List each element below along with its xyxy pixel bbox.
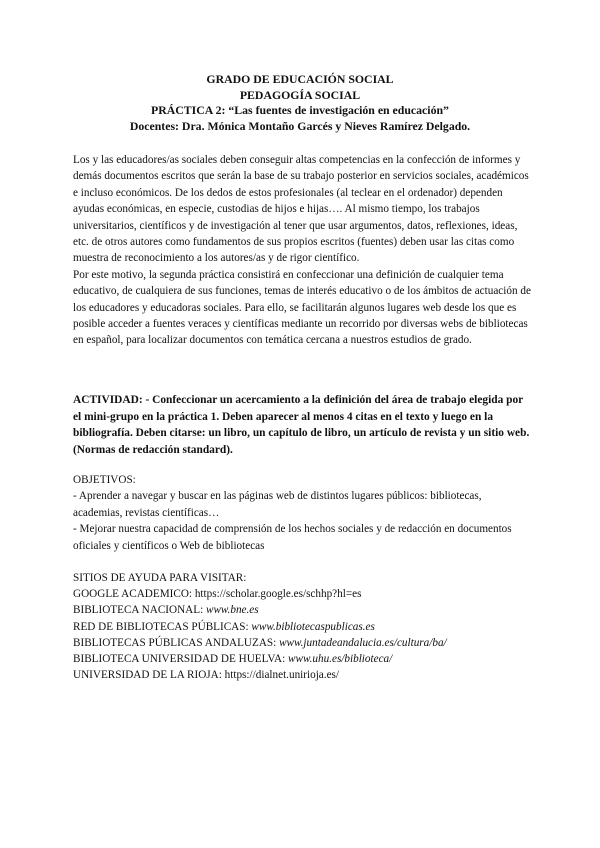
intro-section (73, 152, 533, 349)
site-item (73, 635, 533, 651)
teachers-line: Docentes: Dra. Mónica Montaño Garcés y Nieves Ramírez Delgado. (129, 118, 471, 133)
site-label: UNIVERSIDAD DE LA RIOJA: (73, 669, 225, 682)
sites-list (73, 586, 533, 683)
site-item (73, 651, 533, 667)
site-item (73, 602, 533, 618)
objectives-section (73, 472, 533, 554)
site-label: GOOGLE ACADEMICO: (73, 588, 195, 601)
site-url-link[interactable]: https://scholar.google.es/schhp?hl=es (194, 588, 362, 601)
site-label: BIBLIOTECA UNIVERSIDAD DE HUELVA: (73, 653, 289, 666)
degree-title: GRADO DE EDUCACIÓN SOCIAL (206, 72, 394, 86)
site-item (73, 667, 533, 683)
site-url-link[interactable]: https://dialnet.unirioja.es/ (224, 669, 340, 682)
document-header (0, 72, 600, 134)
practice-title: PRÁCTICA 2: “Las fuentes de investigación en educación” (151, 103, 449, 117)
activity-section (73, 392, 533, 458)
sites-heading: SITIOS DE AYUDA PARA VISITAR: (73, 572, 247, 584)
site-url-link[interactable]: www.juntadeandalucia.es/cultura/ba/ (279, 636, 447, 649)
site-url-link[interactable]: www.bibliotecaspublicas.es (251, 620, 375, 633)
course-title: PEDAGOGÍA SOCIAL (239, 87, 361, 102)
site-url-link[interactable]: www.uhu.es/biblioteca/ (288, 653, 393, 666)
objectives-heading: OBJETIVOS: (73, 474, 136, 486)
objective-item-1: - Aprender a navegar y buscar en las páginas web de distintos lugares públicos: bibliotecas, academias, revistas científicas… (73, 490, 482, 519)
objective-item-2: - Mejorar nuestra capacidad de comprensión de los hechos sociales y de redacción en documentos oficiales y científicos o Web de bibliotecas (73, 523, 512, 552)
site-label: BIBLIOTECAS PÚBLICAS ANDALUZAS: (73, 636, 280, 649)
sites-section (73, 570, 533, 683)
intro-paragraph-1: Los y las educadores/as sociales deben conseguir altas competencias en la confección de informes y demás documentos escritos que serán la base de su trabajo posterior en servicios sociales, académicos e incluso económicos. De los dedos de estos profesionales (al teclear en el ordenador) dependen ayudas económicas, en especie, custodias de hijos e hijas…. Al mismo tiempo, los trabajos universitarios, científicos y de investigación al tener que usar argumentos, datos, reflexiones, ideas, etc. de otros autores como fundamentos de sus propios escritos (fuentes) deben usar las citas como muestra de reconocimiento a los autores/as y de rigor científico. (73, 154, 529, 265)
intro-paragraph-2: Por este motivo, la segunda práctica consistirá en confeccionar una definición de cualquier tema educativo, de cualquiera de sus funciones, temas de interés educativo o de los ámbitos de actuación de los educadores y educadoras sociales. Para ello, se facilitarán algunos lugares web desde los que es posible acceder a fuentes veraces y científicas mediante un recorrido por diversas webs de bibliotecas en español, para localizar documentos con temática cercana a nuestros estudios de grado. (73, 268, 531, 347)
site-url-link[interactable]: www.bne.es (206, 604, 259, 617)
activity-text: ACTIVIDAD: - Confeccionar un acercamiento a la definición del área de trabajo elegida por el mini-grupo en la práctica 1. Deben aparecer al menos 4 citas en el texto y luego en la bibliografía. Deben citarse: un libro, un capítulo de libro, un artículo de revista y un sitio web. (Normas de redacción standard). (73, 394, 530, 456)
site-item (73, 619, 533, 635)
site-item (73, 586, 533, 602)
site-label: RED DE BIBLIOTECAS PÚBLICAS: (73, 620, 252, 633)
site-label: BIBLIOTECA NACIONAL: (73, 604, 206, 617)
